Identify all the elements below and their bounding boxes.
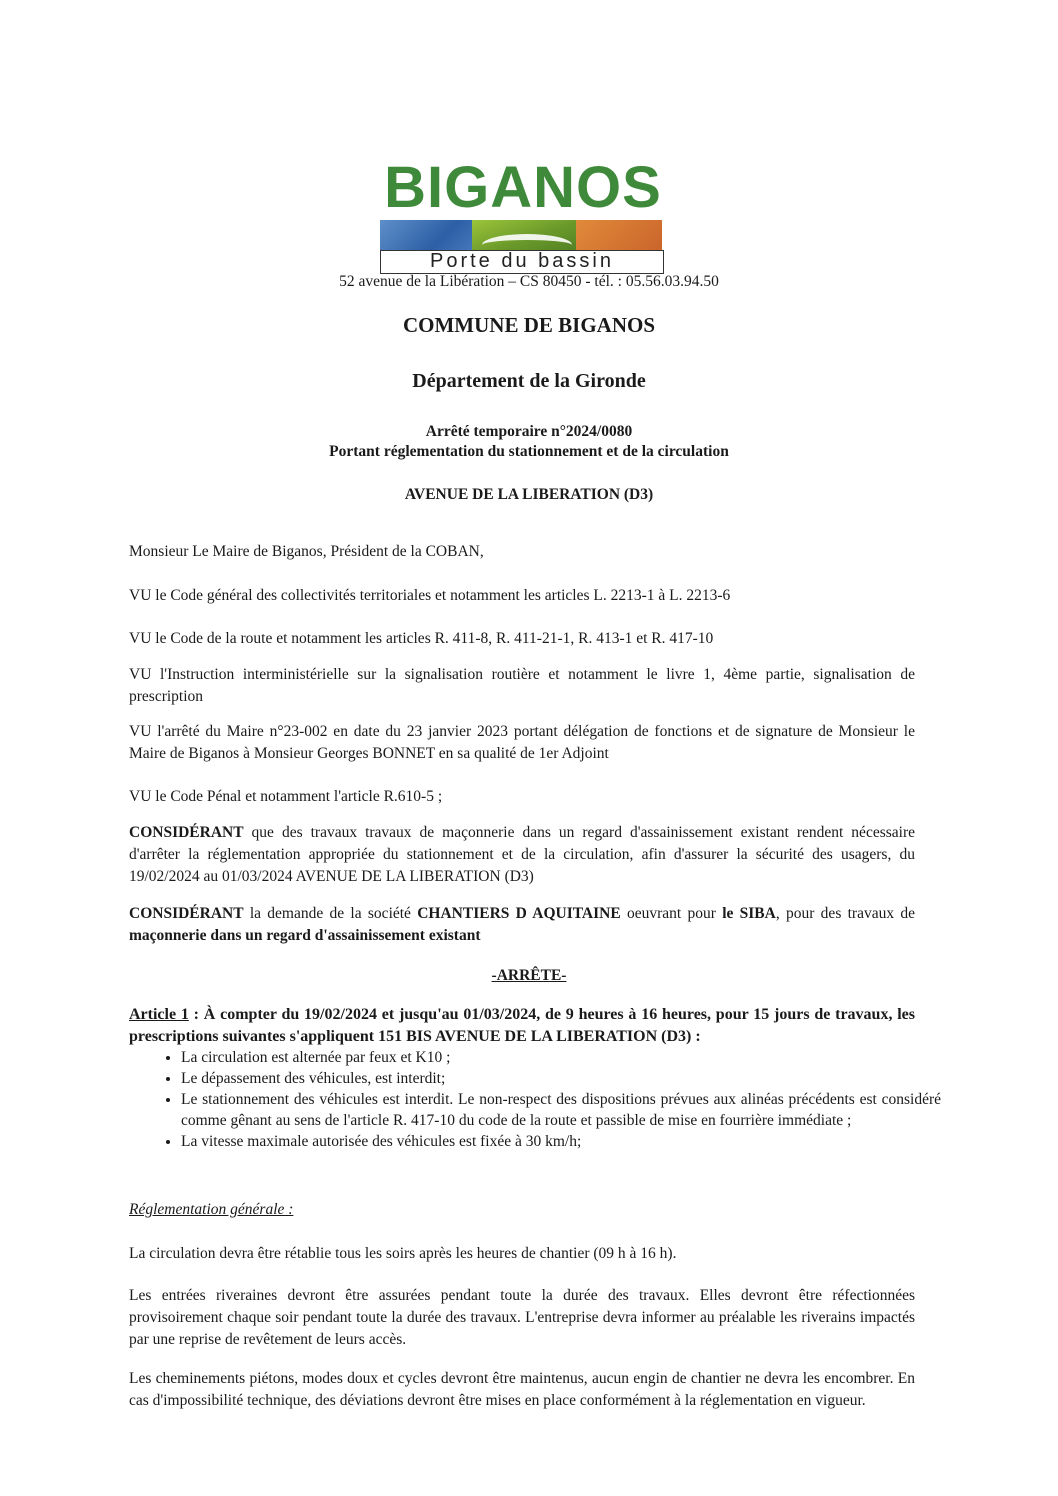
considerant-paragraph-2 [129, 903, 915, 947]
arrete-number: Arrêté temporaire n°2024/0080 [425, 423, 633, 440]
reglementation-paragraph-1: La circulation devra être rétablie tous les soirs après les heures de chantier (09 h à 16 h). [129, 1245, 677, 1262]
biganos-logo [380, 155, 662, 272]
reglementation-paragraph-3: Les cheminements piétons, modes doux et cycles devront être maintenus, aucun engin de chantier ne devra les encombrer. En cas d'impossibilité technique, des déviations devront être mises en place conformément à la réglementation en vigueur. [129, 1370, 915, 1409]
logo-tagline: Porte du bassin [380, 250, 664, 274]
list-item: • Le dépassement des véhicules, est interdit; [181, 1068, 941, 1089]
arrete-heading: -ARRÊTE- [491, 967, 567, 984]
article-1-text: : À compter du 19/02/2024 et jusqu'au 01/03/2024, de 9 heures à 16 heures, pour 15 jours de travaux, les prescriptions suivantes s'appliquent 151 BIS AVENUE DE LA LIBERATION (D3) : [129, 1006, 916, 1045]
article-1 [129, 1004, 915, 1048]
company-name: CHANTIERS D AQUITAINE [417, 905, 621, 922]
commune-title: COMMUNE DE BIGANOS [402, 313, 655, 337]
department-title: Département de la Gironde [412, 370, 646, 392]
list-item: • La vitesse maximale autorisée des véhicules est fixée à 30 km/h; [181, 1131, 941, 1152]
considerant-text-1: que des travaux travaux de maçonnerie dans un regard d'assainissement existant rendent nécessaire d'arrêter la réglementation appropriée du stationnement et de la circulation, afin d'assurer la sécurité des usagers, du 19/02/2024 au 01/03/2024 AVENUE DE LA LIBERATION (D3) [129, 824, 915, 885]
considerant-text-2b: oeuvrant pour [620, 905, 723, 922]
reglementation-paragraph-2: Les entrées riveraines devront être assurées pendant toute la durée des travaux. Elles devront être réfectionnées provisoirement chaque soir pendant toute la durée des travaux. L'entreprise devra informer au préalable les riverains impactés par une reprise de revêtement de leurs accès. [129, 1287, 915, 1348]
considerant-label-1: CONSIDÉRANT [129, 824, 244, 841]
vu-paragraph-4: VU l'arrêté du Maire n°23-002 en date du 23 janvier 2023 portant délégation de fonctions et de signature de Monsieur le Maire de Biganos à Monsieur Georges BONNET en sa qualité de 1er Adjoint [129, 723, 915, 762]
reglementation-heading: Réglementation générale : [129, 1201, 294, 1218]
client-name: le SIBA [722, 905, 776, 922]
list-item: • Le stationnement des véhicules est interdit. Le non-respect des dispositions prévues aux alinéas précédents est considéré comme gênant au sens de l'article R. 417-10 du code de la route et passible de mise en fourrière immédiate ; [181, 1089, 941, 1131]
considerant-text-2a: la demande de la société [243, 905, 418, 922]
logo-wordmark: BIGANOS [384, 155, 662, 220]
vu-paragraph-1: VU le Code général des collectivités territoriales et notamment les articles L. 2213-1 à L. 2213-6 [129, 587, 731, 604]
maire-paragraph: Monsieur Le Maire de Biganos, Président de la COBAN, [129, 543, 484, 560]
considerant-text-2c: , pour des travaux de [775, 905, 916, 922]
works-description: maçonnerie dans un regard d'assainissement existant [129, 927, 481, 944]
considerant-paragraph-1 [129, 822, 915, 888]
arrete-subject: Portant réglementation du stationnement et de la circulation [329, 443, 729, 460]
article-1-prescriptions [155, 1047, 941, 1152]
considerant-label-2: CONSIDÉRANT [129, 905, 244, 922]
address-line: 52 avenue de la Libération – CS 80450 - tél. : 05.56.03.94.50 [339, 273, 719, 290]
article-1-label: Article 1 [129, 1006, 189, 1023]
vu-paragraph-3: VU l'Instruction interministérielle sur la signalisation routière et notamment le livre 1, 4ème partie, signalisation de prescription [129, 666, 915, 705]
list-item: • La circulation est alternée par feux et K10 ; [181, 1047, 941, 1068]
vu-paragraph-5: VU le Code Pénal et notamment l'article R.610-5 ; [129, 788, 443, 805]
vu-paragraph-2: VU le Code de la route et notamment les articles R. 411-8, R. 411-21-1, R. 413-1 et R. 417-10 [129, 630, 714, 647]
street-title: AVENUE DE LA LIBERATION (D3) [404, 486, 654, 503]
